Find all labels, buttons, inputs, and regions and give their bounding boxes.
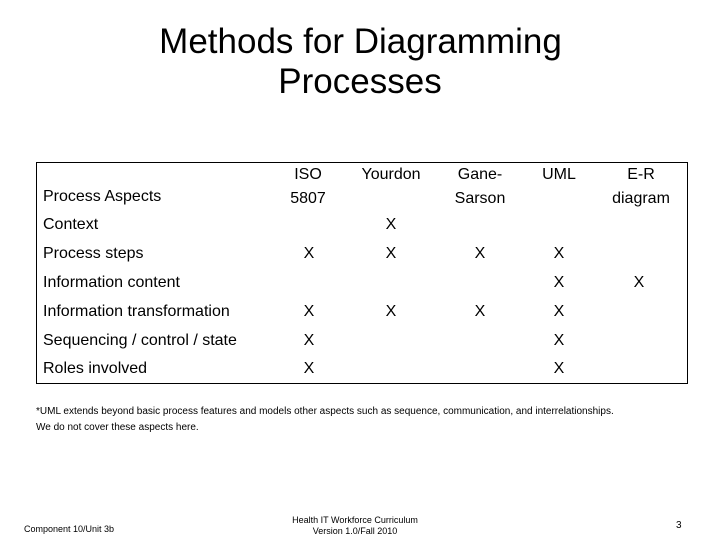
header-uml: UML	[542, 166, 576, 183]
header-iso-5807	[273, 163, 343, 211]
header-er-diagram	[601, 163, 681, 211]
mark-information-transformation-uml: X	[553, 303, 565, 320]
header-iso-line1: ISO	[294, 166, 322, 183]
mark-roles-involved-iso: X	[303, 360, 315, 377]
header-process-aspects: Process Aspects	[43, 188, 162, 205]
footer-curriculum	[270, 515, 440, 537]
header-gane-line1: Gane-	[457, 166, 503, 183]
mark-process-steps-gane: X	[474, 245, 486, 262]
header-er-line1: E-R	[627, 166, 655, 183]
title-line-1: Methods for Diagramming	[159, 22, 562, 61]
header-iso-line2: 5807	[290, 190, 326, 207]
mark-information-content-er: X	[633, 274, 645, 291]
mark-process-steps-iso: X	[303, 245, 315, 262]
row-label-sequencing: Sequencing / control / state	[43, 332, 237, 349]
mark-information-transformation-yourdon: X	[385, 303, 397, 320]
mark-process-steps-uml: X	[553, 245, 565, 262]
mark-sequencing-uml: X	[553, 332, 565, 349]
header-gane-line2: Sarson	[454, 190, 506, 207]
row-label-process-steps: Process steps	[43, 245, 144, 262]
mark-roles-involved-uml: X	[553, 360, 565, 377]
header-er-line2: diagram	[612, 190, 670, 207]
header-yourdon: Yourdon	[361, 166, 421, 183]
row-label-information-content: Information content	[43, 274, 180, 291]
footer-curriculum-line-1: Health IT Workforce Curriculum	[292, 515, 418, 525]
footnote	[36, 404, 696, 436]
mark-sequencing-iso: X	[303, 332, 315, 349]
row-label-context: Context	[43, 216, 99, 233]
row-label-information-transformation: Information transformation	[43, 303, 230, 320]
header-gane-sarson	[440, 163, 520, 211]
methods-table	[36, 162, 688, 384]
footer-component: Component 10/Unit 3b	[24, 524, 115, 534]
footer-curriculum-line-2: Version 1.0/Fall 2010	[312, 526, 398, 536]
mark-information-transformation-gane: X	[474, 303, 486, 320]
mark-context-yourdon: X	[385, 216, 397, 233]
row-label-roles-involved: Roles involved	[43, 360, 148, 377]
mark-process-steps-yourdon: X	[385, 245, 397, 262]
footnote-line-2: We do not cover these aspects here.	[36, 422, 199, 433]
mark-information-content-uml: X	[553, 274, 565, 291]
footnote-line-1: *UML extends beyond basic process features and models other aspects such as sequence, communication, and interrelationships.	[36, 406, 614, 417]
page-number: 3	[676, 520, 682, 531]
slide-title	[0, 22, 720, 102]
title-line-2: Processes	[278, 62, 442, 101]
mark-information-transformation-iso: X	[303, 303, 315, 320]
